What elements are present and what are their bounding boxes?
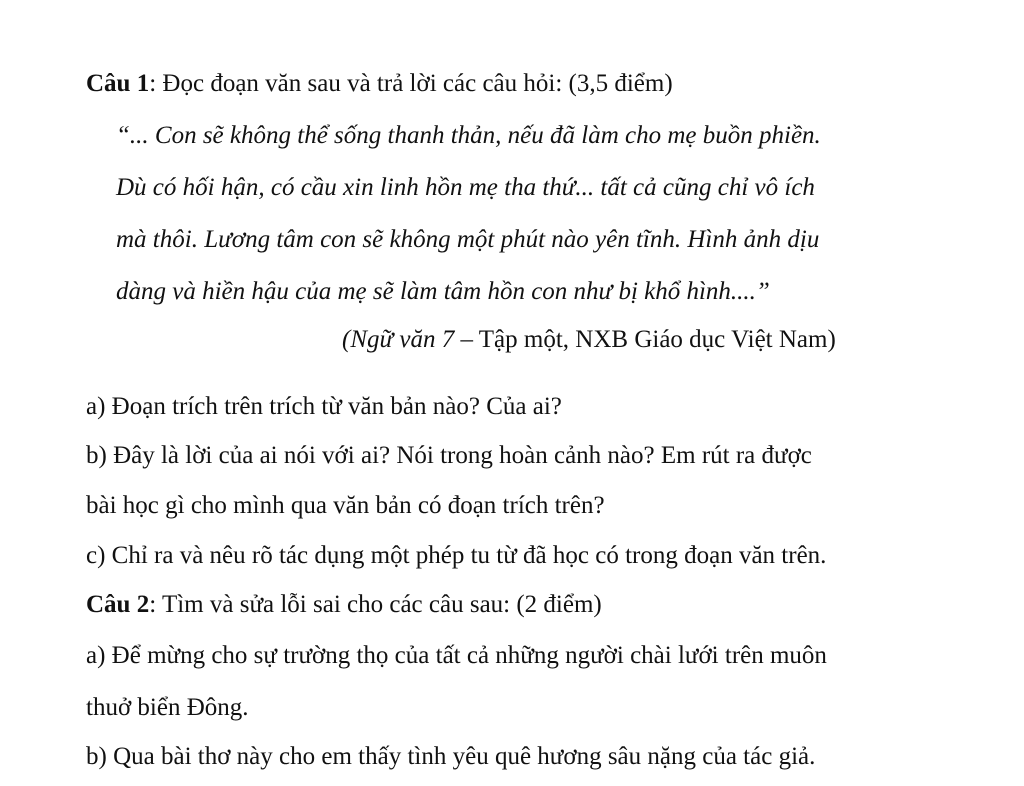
question1-instruction: : Đọc đoạn văn sau và trả lời các câu hỏi: (3,5 điểm): [149, 70, 673, 97]
quote-line-4: dàng và hiền hậu của mẹ sẽ làm tâm hồn con như bị khổ hình....”: [116, 278, 770, 305]
quote-line-3: mà thôi. Lương tâm con sẽ không một phút nào yên tĩnh. Hình ảnh dịu: [116, 226, 820, 253]
question2-part-b: b) Qua bài thơ này cho em thấy tình yêu quê hương sâu nặng của tác giả.: [86, 743, 816, 770]
question1-label: Câu 1: [86, 70, 150, 97]
source-details: – Tập một, NXB Giáo dục Việt Nam): [454, 326, 836, 353]
question1-part-a: a) Đoạn trích trên trích từ văn bản nào? Của ai?: [86, 393, 562, 420]
question1-part-b-line2: bài học gì cho mình qua văn bản có đoạn trích trên?: [86, 492, 605, 519]
question2-label: Câu 2: [86, 591, 150, 618]
question2-heading: [86, 589, 602, 621]
quote-line-1: “... Con sẽ không thể sống thanh thản, nếu đã làm cho mẹ buồn phiền.: [116, 122, 821, 149]
question2-instruction: : Tìm và sửa lỗi sai cho các câu sau: (2 điểm): [149, 591, 602, 618]
question2-part-a-line1: a) Để mừng cho sự trường thọ của tất cả những người chài lưới trên muôn: [86, 642, 827, 669]
question1-part-b-line1: b) Đây là lời của ai nói với ai? Nói trong hoàn cảnh nào? Em rút ra được: [86, 442, 812, 469]
question1-part-c: c) Chỉ ra và nêu rõ tác dụng một phép tu từ đã học có trong đoạn văn trên.: [86, 542, 827, 569]
source-title: (Ngữ văn 7: [342, 326, 455, 353]
question1-heading: [86, 68, 673, 100]
quote-source: [342, 324, 836, 356]
quote-line-2: Dù có hối hận, có cầu xin linh hồn mẹ tha thứ... tất cả cũng chỉ vô ích: [116, 174, 815, 201]
question2-part-a-line2: thuở biển Đông.: [86, 694, 249, 721]
